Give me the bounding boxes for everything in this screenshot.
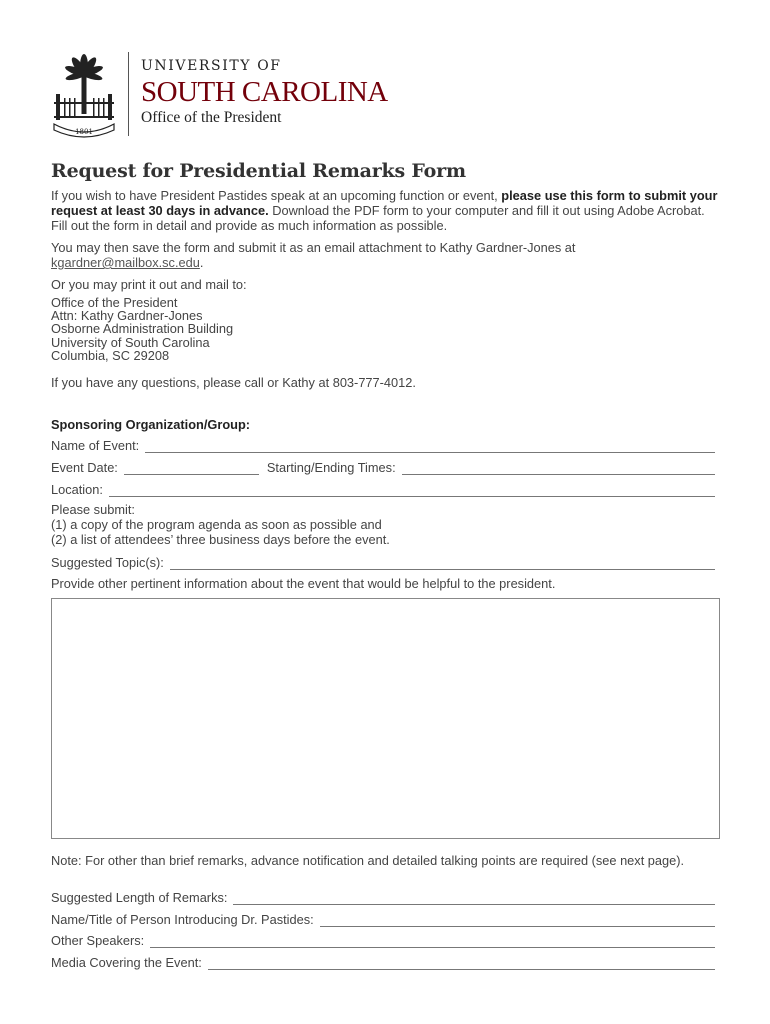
other-speakers-label: Other Speakers: [51, 933, 145, 948]
suggested-topics-label: Suggested Topic(s): [51, 555, 164, 570]
email-link[interactable]: kgardner@mailbox.sc.edu [51, 255, 200, 270]
name-of-event-label: Name of Event: [51, 438, 140, 453]
submit-instructions: Please submit: (1) a copy of the program agenda as soon as possible and (2) a list of attendees’ three business days before the event. [51, 502, 390, 547]
introducer-row [51, 911, 715, 927]
seal-year: 1801 [75, 128, 93, 136]
suggested-topics-field[interactable] [170, 558, 715, 570]
other-info-textarea[interactable] [51, 598, 720, 839]
intro-paragraph-2: You may then save the form and submit it as an email attachment to Kathy Gardner-Jones at kgardner@mailbox.sc.edu. [51, 240, 576, 270]
other-info-label: Provide other pertinent information about the event that would be helpful to the president. [51, 576, 556, 591]
media-label: Media Covering the Event: [51, 955, 202, 970]
length-label: Suggested Length of Remarks: [51, 890, 228, 905]
length-row [51, 889, 715, 905]
location-label: Location: [51, 482, 103, 497]
introducer-label: Name/Title of Person Introducing Dr. Pastides: [51, 912, 314, 927]
palmetto-seal-icon [48, 50, 120, 138]
other-speakers-field[interactable] [150, 936, 715, 948]
media-field[interactable] [208, 958, 715, 970]
usc-logo [48, 50, 468, 142]
name-of-event-row [51, 437, 715, 453]
location-row [51, 481, 715, 497]
mailing-address: Office of the President Attn: Kathy Gardner-Jones Osborne Administration Building University of South Carolina Columbia, SC 29208 [51, 295, 234, 363]
south-carolina-wordmark: SOUTH CAROLINA [141, 76, 388, 108]
event-date-label: Event Date: [51, 460, 118, 475]
times-label: Starting/Ending Times: [266, 460, 396, 475]
suggested-topics-row [51, 554, 715, 570]
questions-text: If you have any questions, please call or Kathy at 803-777-4012. [51, 375, 416, 390]
deadline-notice: please use this form to submit your request at least 30 days in advance. [51, 188, 718, 218]
location-field[interactable] [109, 485, 715, 497]
page-title: Request for Presidential Remarks Form [51, 160, 466, 182]
logo-divider [128, 52, 129, 136]
office-of-president-text: Office of the President [141, 109, 282, 126]
date-time-row [51, 459, 715, 475]
times-field[interactable] [402, 463, 715, 475]
media-row [51, 954, 715, 970]
other-speakers-row [51, 932, 715, 948]
note-text: Note: For other than brief remarks, advance notification and detailed talking points are required (see next page). [51, 853, 685, 868]
introducer-field[interactable] [320, 915, 715, 927]
section-title: Sponsoring Organization/Group: [51, 417, 251, 432]
intro-paragraph-3: Or you may print it out and mail to: [51, 277, 247, 292]
length-field[interactable] [233, 893, 715, 905]
name-of-event-field[interactable] [145, 441, 715, 453]
university-of-text: UNIVERSITY OF [141, 58, 282, 74]
event-date-field[interactable] [124, 463, 259, 475]
intro-paragraph-1: If you wish to have President Pastides speak at an upcoming function or event, please use this form to submit your request at least 30 days in advance. Download the PDF form to your computer and fill it out using Adobe Acrobat. Fill out the form in detail and provide as much information as possible. [51, 188, 718, 233]
